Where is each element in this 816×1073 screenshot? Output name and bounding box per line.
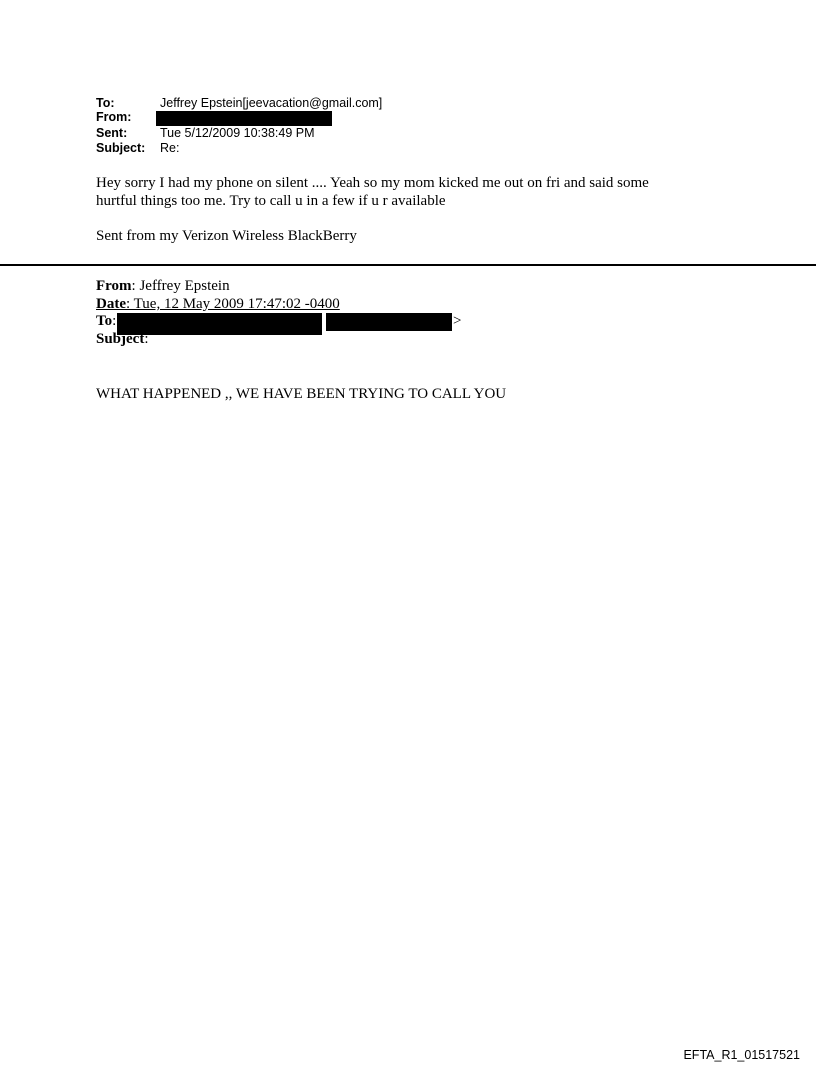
header-subject-value: Re:	[160, 141, 180, 155]
document-id: EFTA_R1_01517521	[683, 1048, 800, 1062]
header-to-row	[96, 97, 382, 109]
header-sent-value: Tue 5/12/2009 10:38:49 PM	[160, 126, 315, 140]
quoted-to-suffix: >	[453, 313, 462, 329]
body-line-1: Hey sorry I had my phone on silent .... Yeah so my mom kicked me out on fri and said some	[96, 175, 649, 191]
header-to-label: To:	[96, 96, 115, 110]
quoted-subject-label: Subject	[96, 331, 145, 347]
quoted-date-label: Date	[96, 296, 126, 312]
quoted-to-row	[96, 313, 116, 330]
quoted-date-value: : Tue, 12 May 2009 17:47:02 -0400	[126, 296, 340, 312]
quoted-from-value: : Jeffrey Epstein	[131, 278, 230, 294]
header-subject-row	[96, 142, 179, 154]
quoted-message: WHAT HAPPENED ,, WE HAVE BEEN TRYING TO CALL YOU	[96, 386, 507, 402]
quoted-subject-row	[96, 331, 149, 348]
header-from-label: From:	[96, 110, 132, 124]
body-signature: Sent from my Verizon Wireless BlackBerry	[96, 228, 357, 244]
body-line-2: hurtful things too me. Try to call u in a few if u r available	[96, 193, 446, 209]
quoted-to-label: To	[96, 313, 113, 329]
header-from-row	[96, 111, 160, 123]
quoted-from-label: From	[96, 278, 132, 294]
quoted-date-row	[96, 296, 340, 313]
header-to-value: Jeffrey Epstein[jeevacation@gmail.com]	[160, 96, 383, 110]
quoted-subject-sep: :	[144, 331, 149, 347]
quoted-from-row	[96, 278, 230, 295]
header-sent-label: Sent:	[96, 126, 128, 140]
quoted-to-sep: :	[112, 313, 117, 329]
header-subject-label: Subject:	[96, 141, 146, 155]
divider-line	[0, 264, 816, 266]
redaction-quoted-to-email	[326, 313, 452, 331]
header-sent-row	[96, 127, 315, 139]
redaction-header-from	[156, 111, 332, 126]
